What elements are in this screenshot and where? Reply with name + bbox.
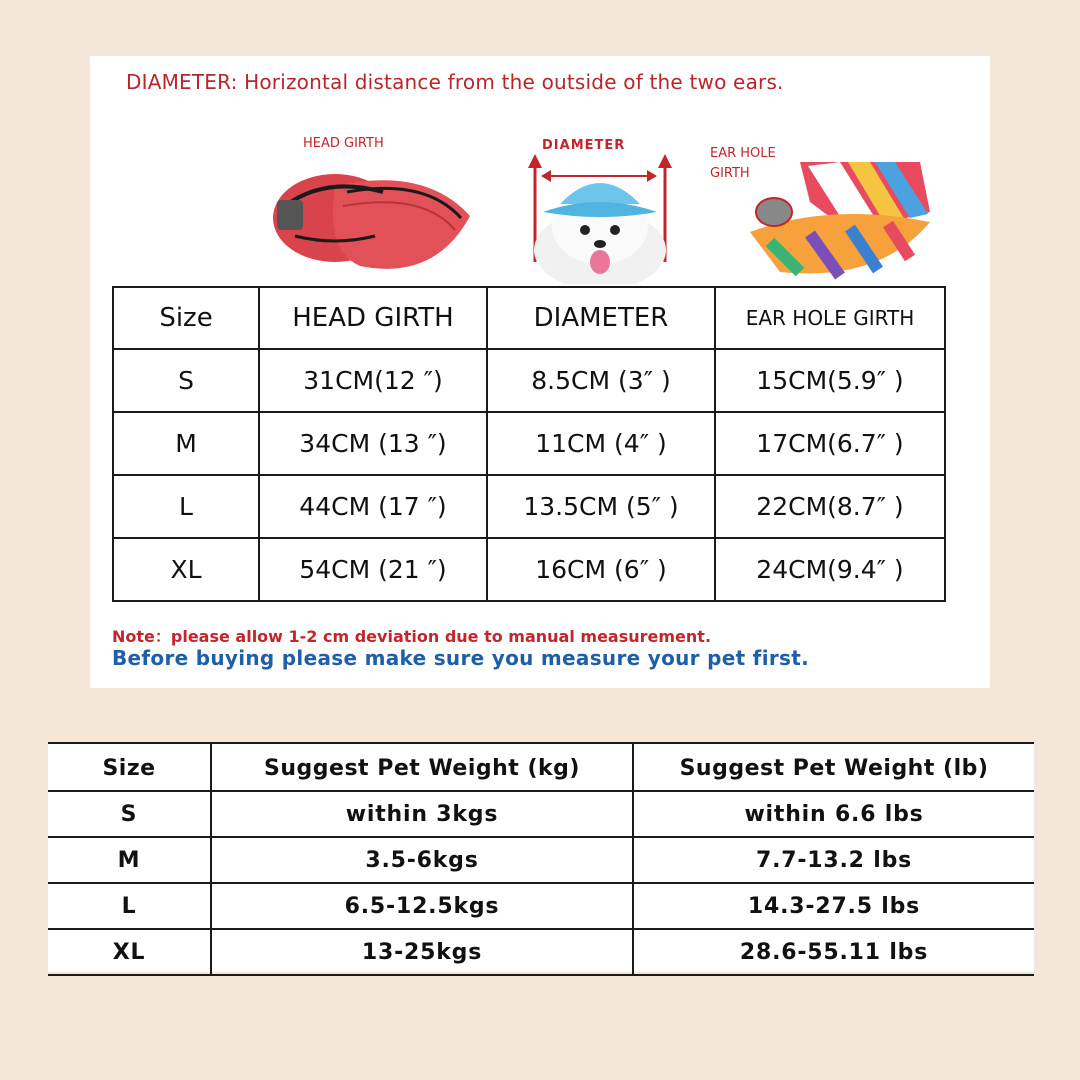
- red-cap-image: [265, 156, 495, 276]
- table-row: [113, 538, 945, 601]
- table-row: [48, 791, 1034, 837]
- table-row: [48, 929, 1034, 975]
- size-cell: XL: [48, 929, 211, 975]
- diameter-cell: 11CM (4″ ): [487, 412, 715, 475]
- size-cell: S: [48, 791, 211, 837]
- size-chart-card: [90, 56, 990, 688]
- head-girth-cell: 31CM(12 ″): [259, 349, 487, 412]
- size-header: Size: [48, 743, 211, 791]
- weight-kg-cell: 6.5-12.5kgs: [211, 883, 633, 929]
- weight-kg-cell: within 3kgs: [211, 791, 633, 837]
- head-girth-header: HEAD GIRTH: [259, 287, 487, 349]
- size-table-header-row: [113, 287, 945, 349]
- weight-table-header-row: [48, 743, 1034, 791]
- weight-lb-cell: 28.6-55.11 lbs: [633, 929, 1034, 975]
- weight-kg-header: Suggest Pet Weight (kg): [211, 743, 633, 791]
- size-cell: L: [113, 475, 259, 538]
- size-cell: XL: [113, 538, 259, 601]
- weight-table: [48, 742, 1034, 976]
- ear-hole-girth-header: EAR HOLE GIRTH: [715, 287, 945, 349]
- weight-lb-cell: 14.3-27.5 lbs: [633, 883, 1034, 929]
- weight-lb-header: Suggest Pet Weight (lb): [633, 743, 1034, 791]
- ear-hole-girth-cell: 22CM(8.7″ ): [715, 475, 945, 538]
- diameter-cell: 16CM (6″ ): [487, 538, 715, 601]
- ear-hole-label-line2: GIRTH: [710, 166, 750, 181]
- table-row: [113, 412, 945, 475]
- head-girth-cell: 44CM (17 ″): [259, 475, 487, 538]
- weight-kg-cell: 13-25kgs: [211, 929, 633, 975]
- head-girth-label: HEAD GIRTH: [303, 136, 384, 151]
- diameter-header: DIAMETER: [487, 287, 715, 349]
- ear-hole-girth-cell: 15CM(5.9″ ): [715, 349, 945, 412]
- size-cell: M: [48, 837, 211, 883]
- table-row: [113, 349, 945, 412]
- weight-chart-panel: [48, 742, 1034, 972]
- size-table: [112, 286, 946, 602]
- head-girth-cell: 54CM (21 ″): [259, 538, 487, 601]
- diameter-cell: 8.5CM (3″ ): [487, 349, 715, 412]
- deviation-note: Note：please allow 1-2 cm deviation due to manual measurement.: [112, 627, 712, 646]
- ear-hole-label-line1: EAR HOLE: [710, 146, 776, 161]
- table-row: [48, 883, 1034, 929]
- table-row: [48, 837, 1034, 883]
- diameter-definition: DIAMETER: Horizontal distance from the outside of the two ears.: [126, 70, 784, 94]
- size-cell: M: [113, 412, 259, 475]
- diameter-label: DIAMETER: [542, 138, 626, 153]
- size-cell: L: [48, 883, 211, 929]
- diameter-cell: 13.5CM (5″ ): [487, 475, 715, 538]
- head-girth-cell: 34CM (13 ″): [259, 412, 487, 475]
- weight-lb-cell: within 6.6 lbs: [633, 791, 1034, 837]
- weight-lb-cell: 7.7-13.2 lbs: [633, 837, 1034, 883]
- size-cell: S: [113, 349, 259, 412]
- weight-kg-cell: 3.5-6kgs: [211, 837, 633, 883]
- ear-hole-girth-cell: 24CM(9.4″ ): [715, 538, 945, 601]
- measure-advice: Before buying please make sure you measure your pet first.: [112, 646, 809, 670]
- ear-hole-girth-cell: 17CM(6.7″ ): [715, 412, 945, 475]
- table-row: [113, 475, 945, 538]
- size-header: Size: [113, 287, 259, 349]
- dog-with-cap-image: [515, 152, 685, 284]
- striped-cap-image: [730, 142, 940, 282]
